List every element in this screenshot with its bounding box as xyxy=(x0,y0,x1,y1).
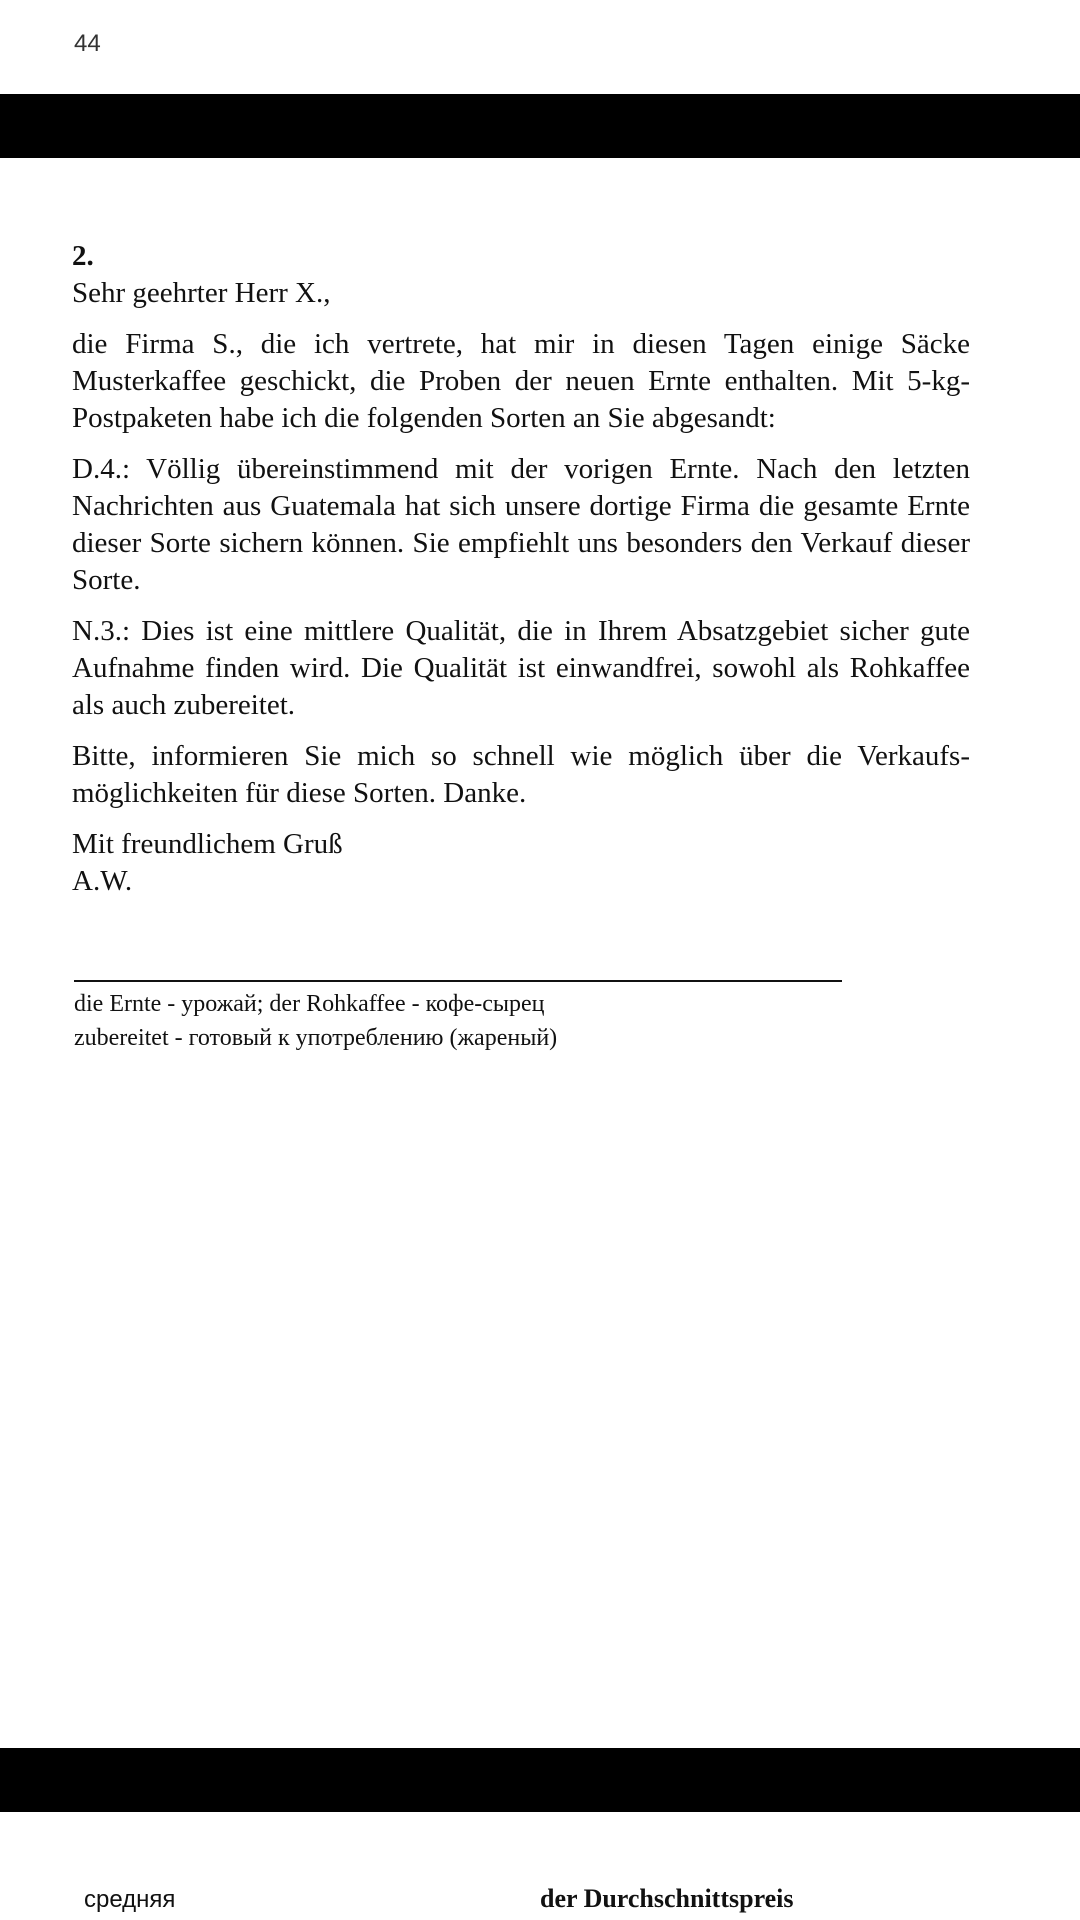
paragraph-sort-n3: N.3.: Dies ist eine mittlere Qualität, die in Ihrem Absatzgebiet sicher gute Aufnahme finden wird. Die Qualität ist einwandfrei, sowohl als Rohkaffee als auch zubereitet. xyxy=(72,615,970,721)
paragraph-request: Bitte, informieren Sie mich so schnell wie möglich über die Verkaufs-möglichkeiten für diese Sorten. Danke. xyxy=(72,740,970,809)
footnote-line: die Ernte - урожай; der Rohkaffee - кофе-сырец xyxy=(74,991,545,1017)
salutation: Sehr geehrter Herr X., xyxy=(72,277,331,309)
footnote-line: zubereitet - готовый к употреблению (жареный) xyxy=(74,1025,558,1051)
top-redaction-bar xyxy=(0,94,1080,158)
closing: Mit freundlichem Gruß xyxy=(72,828,343,860)
footnote-divider xyxy=(74,980,842,982)
vocab-term-russian: средняя xyxy=(84,1886,176,1913)
paragraph-sort-d4: D.4.: Völlig übereinstimmend mit der vorigen Ernte. Nach den letzten Nachrichten aus Guatemala hat sich unsere dortige Firma die gesamte Ernte dieser Sorte sichern können. Sie empfiehlt uns besonders den Verkauf dieser Sorte. xyxy=(72,453,970,596)
vocab-term-german: der Durchschnittspreis xyxy=(540,1884,794,1913)
bottom-redaction-bar xyxy=(0,1748,1080,1812)
page-number: 44 xyxy=(74,30,101,57)
exercise-number: 2. xyxy=(72,240,94,272)
letter-body xyxy=(72,238,970,900)
footnotes xyxy=(74,987,874,1055)
signature: A.W. xyxy=(72,865,133,897)
paragraph-intro: die Firma S., die ich vertrete, hat mir in diesen Tagen einige Säcke Musterkaffee geschickt, die Proben der neuen Ernte enthalten. Mit 5-kg-Postpaketen habe ich die folgenden Sorten an Sie abgesandt: xyxy=(72,328,970,434)
